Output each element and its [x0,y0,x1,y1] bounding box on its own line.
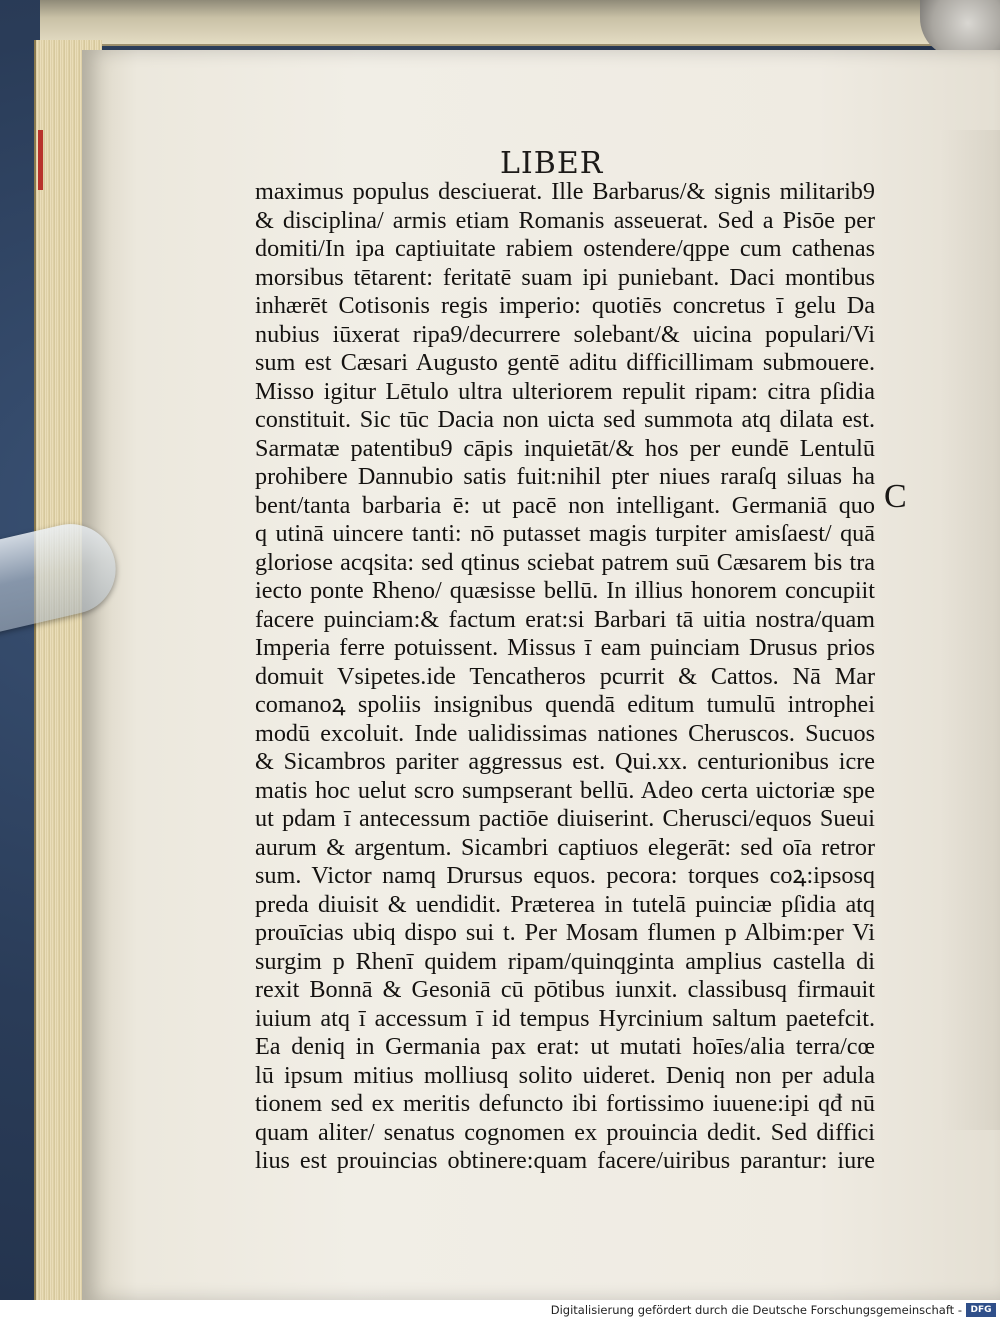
text-line: rexit Bonnā & Gesoniā cū pōtibus iunxit. classibusq firmauit [255,976,875,1003]
footer-bar [0,1300,1000,1320]
text-line: Ea deniq in Germania pax erat: ut mutati hoīes/alia terra/cœ [255,1033,875,1060]
text-line: matis hoc uelut scro sumpserant bellū. Adeo certa uictoriæ spe [255,776,875,804]
text-line: iecto ponte Rheno/ quæsisse bellū. In illius honorem concupiit [255,577,875,604]
text-line: maximus populus desciuerat. Ille Barbarus/& signis militarib9 [255,178,875,205]
text-line: Imperia ferre potuissent. Missus ī eam puinciam Drusus prios [255,634,875,661]
text-line: quam aliter/ senatus cognomen ex prouincia dedit. Sed diffici [255,1118,875,1146]
dfg-logo: DFG [966,1303,996,1317]
page-shadow [940,130,1000,1130]
text-line: bent/tanta barbaria ē: ut pacē non intelligant. Germaniā quo [255,491,875,519]
text-line: q utinā uincere tanti: nō putasset magis turpiter amisſaest/ quā [255,520,875,547]
funding-credit: Digitalisierung gefördert durch die Deutsche Forschungsgemeinschaft - [550,1303,962,1317]
text-line: domiti/In ipa captiuitate rabiem ostendere/qppe cum cathenas [255,235,875,262]
text-line: prouīcias ubiq dispo sui t. Per Mosam flumen p Albim:per Vi [255,919,875,946]
upper-page-edge [40,0,1000,46]
text-line: sum. Victor namq Drursus equos. pecora: torques coꝝ:ipsosq [255,862,875,889]
text-line: domuit Vsipetes.ide Tencatheros pcurrit & Cattos. Nā Mar [255,662,875,690]
text-line: preda diuisit & uendidit. Præterea in tutelā puinciæ pſidia atq [255,890,875,918]
text-line: prohibere Dannubio satis fuit:nihil pter niues raraſq siluas ha [255,463,875,490]
text-line: surgim p Rhenī quidem ripam/quinqginta amplius castella di [255,947,875,975]
text-line: constituit. Sic tūc Dacia non uicta sed summota atq dilata est. [255,406,875,433]
text-line: sum est Cæsari Augusto gentē aditu difficillimam submouere. [255,349,875,376]
text-line: modū excoluit. Inde ualidissimas nationes Cheruscos. Sucuos [255,719,875,747]
text-line: morsibus tētarent: feritatē suam ipi puniebant. Daci montibus [255,263,875,291]
text-line: comanoꝝ spoliis insignibus quendā editum tumulū introphei [255,691,875,718]
text-line: gloriose acqsita: sed qtinus sciebat patrem suū Cæsarem bis tra [255,548,875,576]
text-line: tionem sed ex meritis defuncto ibi fortissimo iuuene:ipi qđ nū [255,1090,875,1117]
text-line: & disciplina/ armis etiam Romanis asseuerat. Sed a Pisōe per [255,206,875,234]
text-line: facere puinciam:& factum erat:si Barbari tā uitia nostra/quam [255,605,875,633]
text-line: lius est prouincias obtinere:quam facere/uiribus parantur: iure [255,1147,875,1174]
running-head: LIBER [500,146,604,181]
text-line: aurum & argentum. Sicambri captiuos elegerāt: sed oīa retror [255,833,875,861]
text-line: nubius iūxerat ripa9/decurrere solebant/& uicina populari/Vi [255,320,875,348]
text-line: ut pdam ī antecessum pactiōe diuiserint. Cherusci/equos Sueui [255,805,875,832]
text-line: & Sicambros pariter aggressus est. Qui.xx. centurionibus icre [255,748,875,775]
text-line: lū ipsum mitius molliusq solito uideret. Deniq non per adula [255,1061,875,1089]
red-tab-mark [38,130,43,190]
text-line: Sarmatæ patentibu9 cāpis inquietāt/& hos per eundē Lentulū [255,434,875,462]
margin-letter: C [884,478,907,515]
text-line: Misso igitur Lētulo ultra ulteriorem repulit ripam: citra pſidia [255,377,875,405]
page-text [255,178,875,1176]
text-line: inhærēt Cotisonis regis imperio: quotiēs concretus ī gelu Da [255,292,875,319]
text-line: iuium atq ī accessum ī id tempus Hyrcinium saltum paetefcit. [255,1004,875,1032]
